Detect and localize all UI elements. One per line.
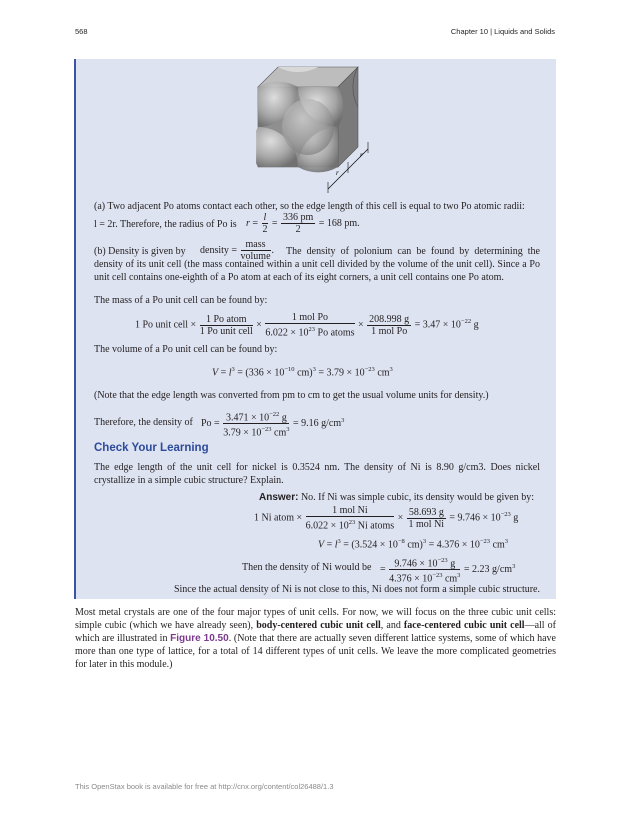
radius-equation: r = $\frac{l}{2}$ = $\frac{336 pm}{2}$ = 168 pm. bbox=[246, 212, 360, 235]
po-label: Po = bbox=[201, 418, 220, 430]
figure-link[interactable]: Figure 10.50 bbox=[170, 633, 229, 644]
density-definition: density = $\frac{\text{mass}}{\text{volume}}$ . bbox=[200, 239, 275, 262]
footer-note: This OpenStax book is available for free at http://cnx.org/content/col26488/1.3 bbox=[75, 782, 334, 791]
mass-equation: 1 Po unit cell × $\frac{\text{1 Po atom}}{\text{1 Po unit cell}}$ × $\frac{\text{1 mol Po}}{6.022 \times 10^{23} Po atoms}$ × $\frac{208.998 g}{\text{1 mol Po}}$ = $3.47 \times 10^{-22}$ g bbox=[135, 312, 479, 339]
po-density-equation: Po = $\frac{3.471 \times 10^{-22} g}{3.79 \times 10^{-23} cm^3}$ = 9.16 $g/cm^3$ bbox=[201, 411, 345, 439]
chapter-title: Chapter 10 | Liquids and Solids bbox=[450, 27, 555, 36]
body-p1: Most metal crystals are one of the four major types of unit cells. For now, we will focus on the three cubic unit cells: simple cubic (which we have already seen), bbox=[75, 607, 556, 631]
bcc-term: body-centered cubic unit cell bbox=[256, 620, 381, 631]
density-denominator: volume bbox=[240, 251, 271, 262]
part-b-text: The density of polonium can be found by determining the density of its unit cell (the mass contained within a unit cell divided by the volume of the unit cell). Since a Po unit cell contains one-eighth of a Po atom at each of its eight corners, a unit cell contains one Po atom. bbox=[94, 246, 540, 283]
conversion-note: (Note that the edge length was converted from pm to cm to get the usual volume units for density.) bbox=[94, 390, 489, 401]
ni-conclusion: Since the actual density of Ni is not close to this, Ni does not form a simple cubic structure. bbox=[173, 584, 540, 595]
check-your-learning-heading: Check Your Learning bbox=[94, 442, 209, 454]
radius-label-1: r bbox=[336, 169, 339, 177]
unit-cell-figure bbox=[256, 65, 381, 195]
body-p3: . (Note that there are actually seven different lattice systems, some of which have more than one type of lattice, for a total of 14 different types of unit cells. We leave the more complicated geometries for later in this module.) bbox=[75, 633, 556, 670]
body-p2: —all of which are illustrated in bbox=[75, 620, 556, 644]
answer-line bbox=[259, 492, 534, 503]
ni-mass-equation: 1 Ni atom × $\frac{\text{1 mol Ni}}{6.022 \times 10^{23} Ni atoms}$ × $\frac{58.693 g}{\text{1 mol Ni}}$ = $9.746 \times 10^{-23}$ g bbox=[254, 505, 519, 532]
page-number: 568 bbox=[75, 27, 88, 36]
density-numerator: mass bbox=[241, 239, 271, 251]
ni-density-lead: Then the density of Ni would be bbox=[242, 562, 372, 573]
part-b-lead: (b) Density is given by bbox=[94, 246, 186, 257]
radius-label-2: r bbox=[360, 151, 363, 159]
ni-volume-equation: $V = l^3 = (3.524 \times 10^{-8}$ $cm)^3 = 4.376 \times 10^{-23}$ $cm^3$ bbox=[318, 538, 509, 551]
volume-intro: The volume of a Po unit cell can be found by: bbox=[94, 344, 278, 355]
answer-text: No. If Ni was simple cubic, its density would be given by: bbox=[300, 492, 534, 503]
mass-intro: The mass of a Po unit cell can be found by: bbox=[94, 295, 268, 306]
part-a-text: (a) Two adjacent Po atoms contact each other, so the edge length of this cell is equal to two Po atomic radii: bbox=[94, 201, 525, 212]
answer-label: Answer: bbox=[259, 492, 299, 503]
fcc-term: face-centered cubic unit cell bbox=[403, 620, 525, 631]
part-a-text-2: l = 2r. Therefore, the radius of Po is bbox=[94, 219, 237, 230]
body-paragraph: Most metal crystals are one of the four major types of unit cells. For now, we will focus on the three cubic unit cells: simple cubic (which we have already seen), body-centered cubic unit cell, and face-centered cubic unit cell—all of which are illustrated in Figure 10.50. (Note that there are actually seven different lattice systems, some of which have more than one type of lattice, for a total of 14 different types of unit cells. We leave the more complicated geometries for later in this module.) bbox=[75, 607, 556, 670]
check-question: The edge length of the unit cell for nickel is 0.3524 nm. The density of Ni is 8.90 g/cm3. Does nickel crystallize in a simple cubic structure? Explain. bbox=[94, 462, 540, 486]
density-intro: Therefore, the density of bbox=[94, 417, 193, 428]
volume-equation: $V = l^3 = (336 \times 10^{-10}$ $cm)^3 = 3.79 \times 10^{-23}$ $cm^3$ bbox=[212, 366, 393, 379]
ni-density-equation: = $\frac{9.746 \times 10^{-23} g}{4.376 \times 10^{-23} cm^3}$ = 2.23 $g/cm^3$ bbox=[380, 557, 516, 585]
